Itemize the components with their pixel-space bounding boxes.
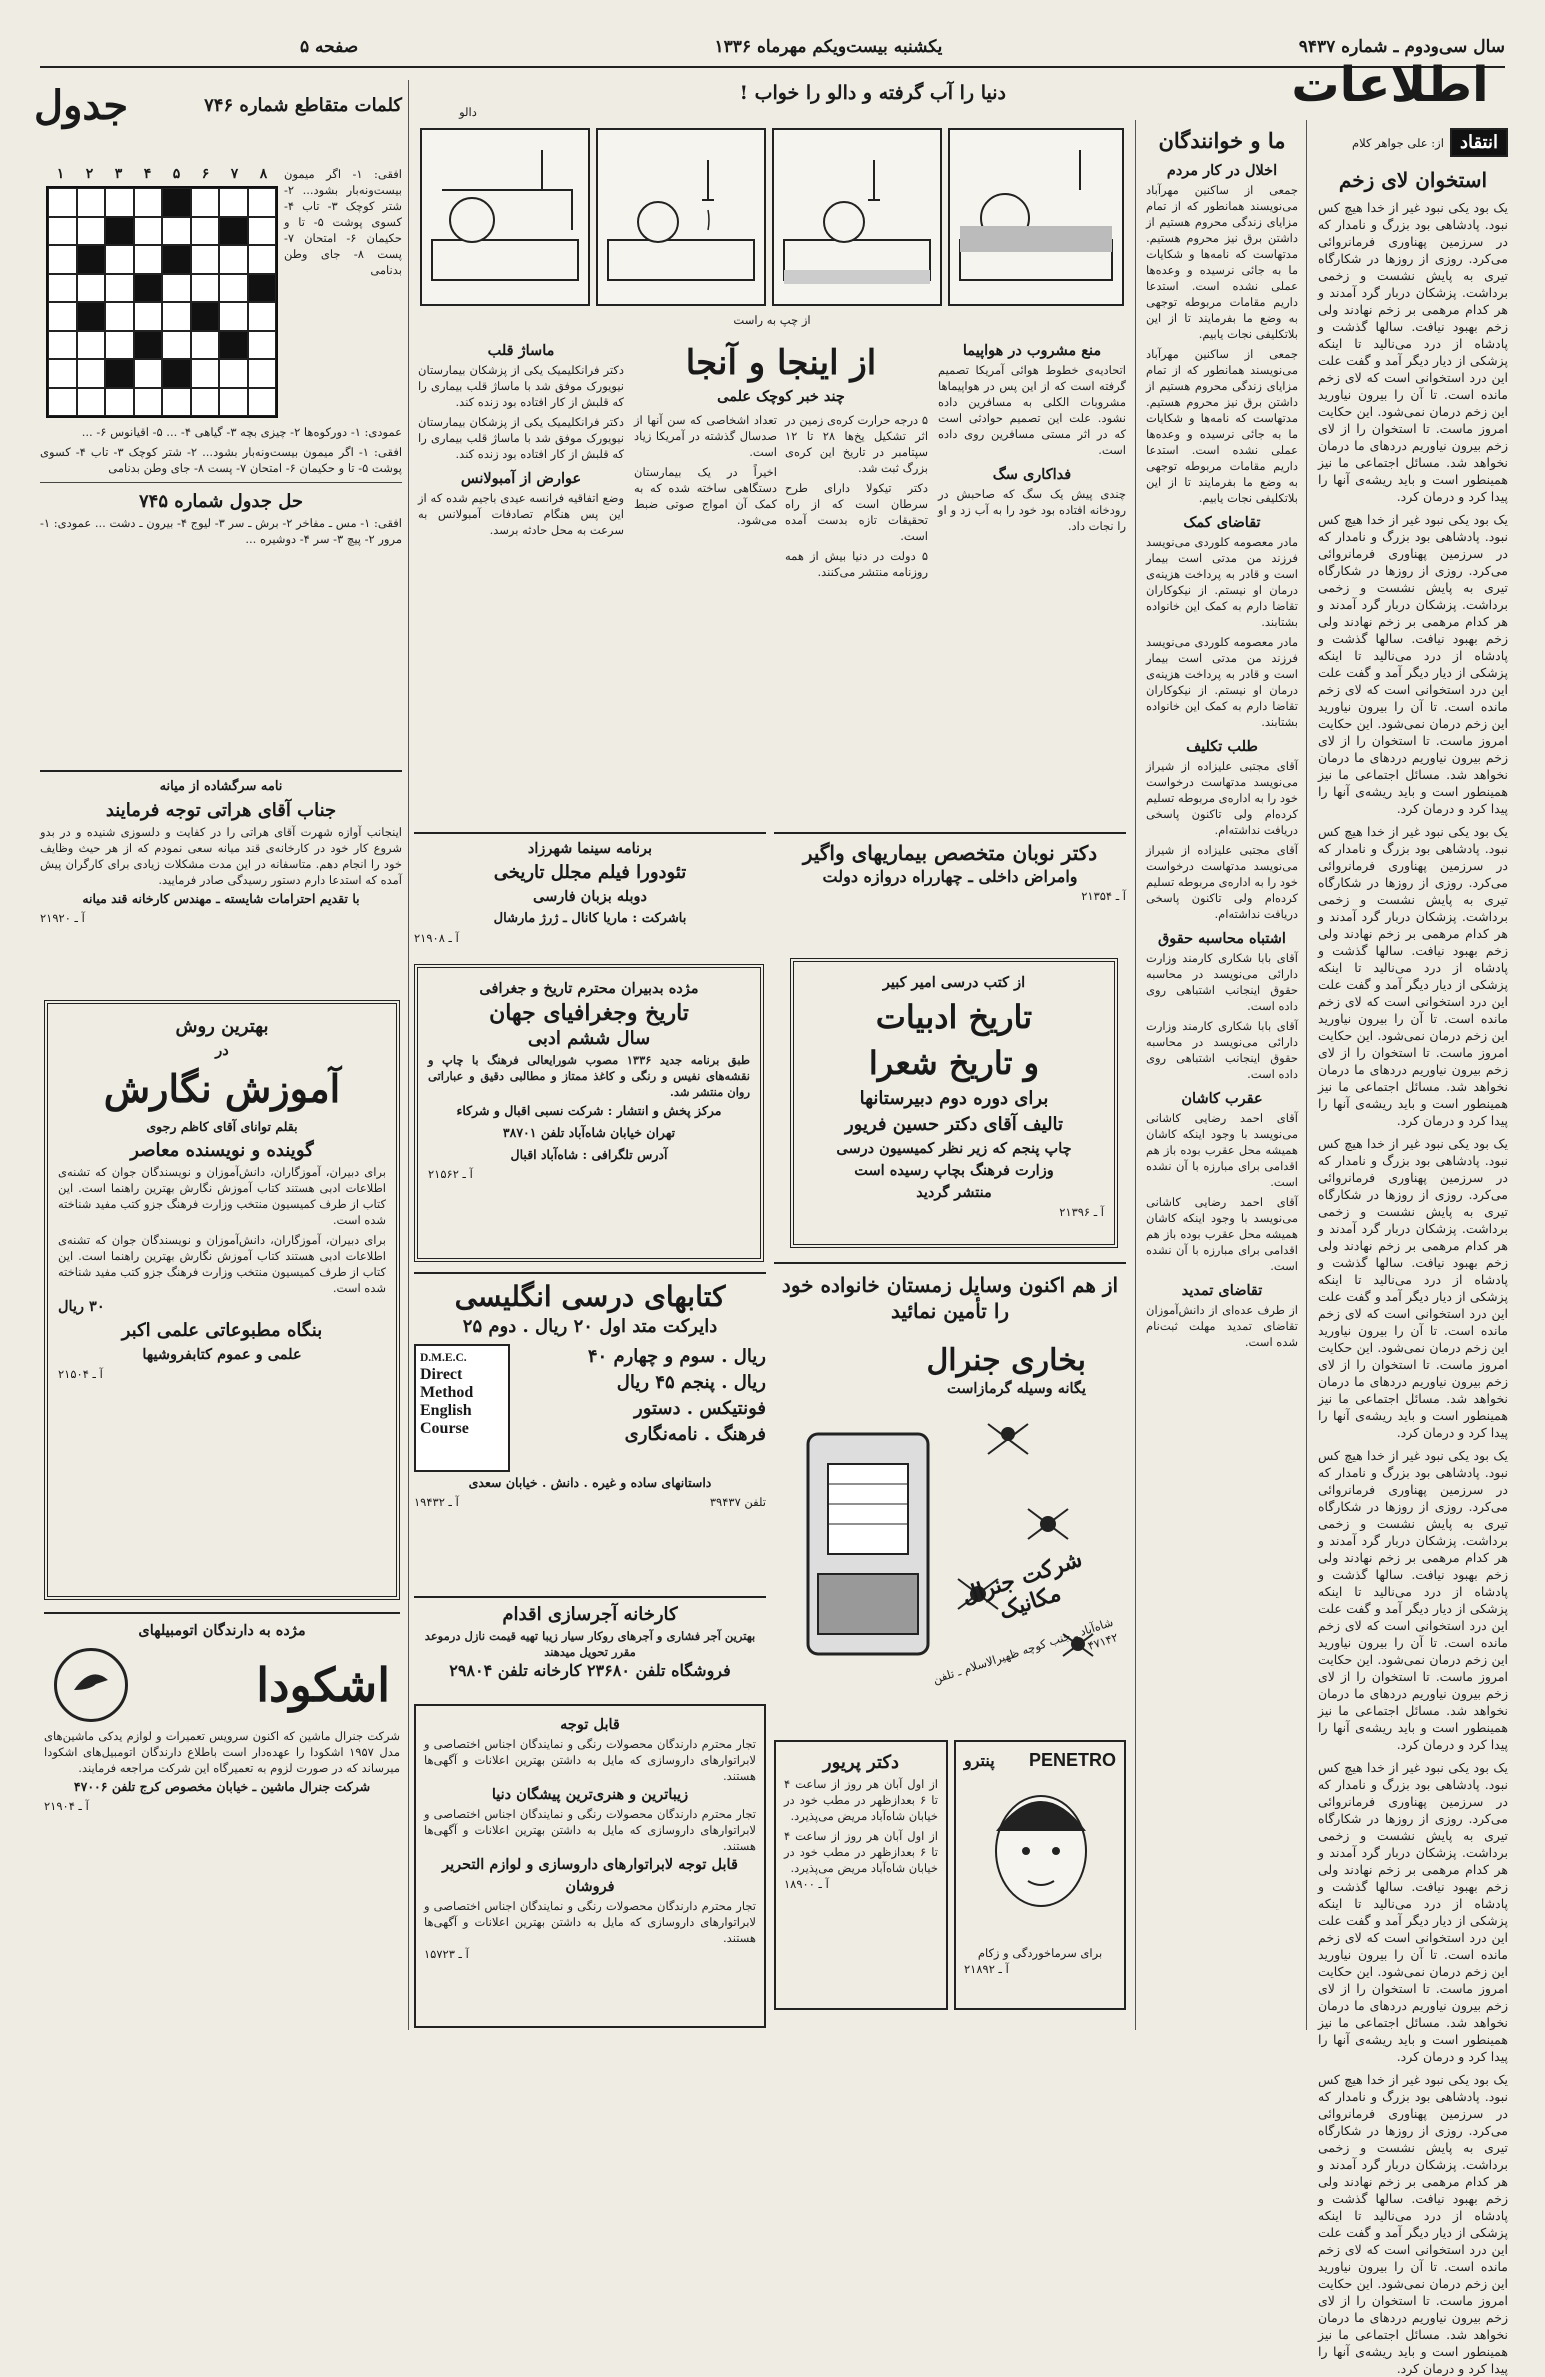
geo-sub: سال ششم ادبی	[527, 1028, 651, 1049]
plane-news	[938, 340, 1126, 820]
crossword-clues-across	[284, 166, 402, 422]
science-item: ۵ درجه حرارت کره‌ی زمین در اثر تشکیل یخ‌ها ۲۸ تا ۱۲ سپتامبر در تاریخ این کره‌ی بزرگ ثبت شد.	[785, 413, 929, 475]
ad-price: ۳۰ ریال	[58, 1298, 105, 1315]
critique-text-cont: یک بود یکی نبود غیر از خدا هیچ کس نبود. پادشاهی بود بزرگ و نامدار که در سرزمین پهناوری فرمانروائی می‌کرد. روزی از روزها در شکارگاه تیری به پایش نشست و زخمی برداشت. پزشکان دربار گرد آمدند و هر کدام مرهمی بر زخم نهادند ولی زخم بهبود نیافت. سالها گذشت و پادشاه از درد می‌نالید تا اینکه پزشکی از دیار دیگر آمد و گفت علت این درد استخوانی است که لای زخم مانده است. تا آن را بیرون نیاورید این زخم درمان نمی‌شود. این حکایت امروز ماست. تا استخوان را از لای زخم بیرون نیاوریم دردهای ما درمان نخواهد شد. مسائل اجتماعی ما نیز همینطور است و باید ریشه‌ی آنها را پیدا کرد و درمان کرد.	[1318, 1448, 1508, 1752]
crossword-num: ۸	[259, 166, 268, 182]
crossword-cell[interactable]	[105, 245, 134, 274]
notice-title: قابل توجه	[560, 1716, 620, 1733]
crossword-cell[interactable]	[248, 188, 277, 217]
crossword-cell[interactable]	[248, 359, 277, 388]
book-word: Direct	[420, 1366, 463, 1383]
heart-news	[418, 340, 624, 820]
geo-tel: آدرس تلگرافی : شاه‌آباد اقبال	[510, 1147, 668, 1162]
lit-top: از کتب درسی امیر کبیر	[882, 974, 1026, 991]
crossword-cell[interactable]	[48, 359, 77, 388]
crossword-subtitle: کلمات متقاطع شماره ۷۴۶	[204, 95, 402, 116]
crossword-cell[interactable]	[48, 217, 77, 246]
book-word: English	[420, 1402, 472, 1419]
lit-approve: چاپ پنجم که زیر نظر کمیسیون درسی	[836, 1140, 1072, 1157]
crossword-num: ۷	[230, 166, 239, 182]
crossword-cell[interactable]	[77, 359, 106, 388]
crossword-cell-black	[248, 274, 277, 303]
doctor-pariur-ad	[774, 1740, 948, 2010]
lit-author: تالیف آقای دکتر حسین فریور	[844, 1114, 1064, 1135]
readers-subtitle: اشتباه محاسبه حقوق	[1158, 930, 1286, 947]
ad-publisher: بنگاه مطبوعاتی علمی اکبر	[121, 1320, 323, 1341]
english-line: دایرکت متد اول ۲۰ ریال . دوم ۲۵	[462, 1316, 718, 1337]
heart-subtitle: عوارض از آمبولانس	[460, 470, 582, 487]
crossword-cell[interactable]	[248, 302, 277, 331]
bricks-ad	[414, 1596, 766, 1692]
divider	[40, 482, 402, 483]
penetro-code: آ ـ ۲۱۸۹۲	[964, 1962, 1009, 1976]
crossword-cell[interactable]	[191, 217, 220, 246]
english-book-cover	[414, 1344, 510, 1472]
crossword-cell[interactable]	[219, 359, 248, 388]
crossword-cell[interactable]	[105, 188, 134, 217]
crossword-cell[interactable]	[134, 388, 163, 417]
general-slogan: یگانه وسیله گرمازاست	[947, 1380, 1086, 1397]
masthead-logo: اطلاعات	[1291, 57, 1489, 113]
readers-text: جمعی از ساکنین مهرآباد می‌نویسند همانطور که از تمام مزایای زندگی محروم هستیم از داشتن برق نیز محروم هستیم. مدتهاست که نامه‌ها و شکایات ما به جائی نرسیده و وعده‌ها عملی نشده است. استدعا داریم مقامات مربوطه توجهی به وضع ما بفرمایند تا از این بلاتکلیفی نجات یابیم.	[1146, 347, 1298, 505]
notice-ad	[414, 1704, 766, 2028]
crossword-cell[interactable]	[134, 245, 163, 274]
crossword-num: ۵	[172, 166, 181, 182]
comic-bed-drawing	[950, 130, 1122, 304]
crossword-cell-black	[105, 217, 134, 246]
solution-text: افقی: ۱- مس ـ مفاخر ۲- برش ـ سر ۳- لیوج ۴- بیرون ـ دشت ... عمودی: ۱- مرور ۲- پیچ ۳- سر ۴- دوشیره ...	[40, 516, 402, 546]
lit-title: تاریخ ادبیات	[875, 998, 1033, 1036]
book-word: Method	[420, 1384, 474, 1401]
bricks-text: بهترین آجر فشاری و آجرهای روکار سیار زیبا تهیه قیمت نازل درموعد مقرر تحویل میدهند	[424, 1629, 756, 1659]
general-company: شرکت جنرال مکانیک	[958, 1545, 1086, 1625]
doctor-title: دکتر نوبان متخصص بیماریهای واگیر	[802, 841, 1098, 865]
cinema-code: آ ـ ۲۱۹۰۸	[414, 931, 459, 945]
critique-text-cont: یک بود یکی نبود غیر از خدا هیچ کس نبود. پادشاهی بود بزرگ و نامدار که در سرزمین پهناوری فرمانروائی می‌کرد. روزی از روزها در شکارگاه تیری به پایش نشست و زخمی برداشت. پزشکان دربار گرد آمدند و هر کدام مرهمی بر زخم نهادند ولی زخم بهبود نیافت. سالها گذشت و پادشاه از درد می‌نالید تا اینکه پزشکی از دیار دیگر آمد و گفت علت این درد استخوانی است که لای زخم مانده است. تا آن را بیرون نیاورید این زخم درمان نمی‌شود. این حکایت امروز ماست. تا استخوان را از لای زخم بیرون نیاوریم دردهای ما درمان نخواهد شد. مسائل اجتماعی ما نیز همینطور است و باید ریشه‌ی آنها را پیدا کرد و درمان کرد.	[1318, 1760, 1508, 2064]
readers-text: مادر معصومه کلوردی می‌نویسد فرزند من مدتی است بیمار است و قادر به پرداخت هزینه‌ی درمان او نیستم. از نیکوکاران تقاضا دارم به کمک این خانواده بشتابند.	[1146, 535, 1298, 629]
crossword-cell[interactable]	[162, 331, 191, 360]
readers-subtitle: طلب تکلیف	[1186, 738, 1258, 755]
skoda-ad	[44, 1612, 400, 2028]
geo-title: تاریخ وجغرافیای جهان	[489, 1000, 689, 1026]
comic-panel-2	[596, 128, 766, 306]
crossword-column-numbers	[46, 166, 278, 182]
crossword-cell-black	[134, 274, 163, 303]
cinema-title: تئودورا فیلم مجلل تاریخی	[493, 862, 687, 883]
lit-code: آ ـ ۲۱۳۹۶	[1059, 1205, 1104, 1219]
bricks-phone: فروشگاه تلفن ۲۳۶۸۰ کارخانه تلفن ۲۹۸۰۴	[449, 1661, 731, 1680]
ad-code: آ ـ ۲۱۵۰۴	[58, 1367, 103, 1381]
crossword-cell[interactable]	[77, 388, 106, 417]
notice-text: تجار محترم دارندگان محصولات رنگی و نمایندگان اجناس اختصاصی و لابراتوارهای داروسازی که مایل به داشتن بهترین اعلانات و آگهی‌ها هستند.	[424, 1737, 756, 1783]
geography-book-ad	[414, 964, 764, 1262]
plane-text: اتحادیه‌ی خطوط هوائی آمریکا تصمیم گرفته است که از این پس در هواپیماها مشروبات الکلی به مسافرین داده نشود. علت این تصمیم حوادثی است که در اثر مستی مسافرین روی داده است.	[938, 363, 1126, 457]
heart-title: ماساژ قلب	[487, 342, 555, 359]
crossword-cell[interactable]	[48, 302, 77, 331]
book-dmec: D.M.E.C.	[420, 1352, 467, 1364]
pariur-text: از اول آبان هر روز از ساعت ۴ تا ۶ بعدازظهر در مطب خود در خیابان شاه‌آباد مریض می‌پذیرد.	[784, 1777, 938, 1823]
readers-text: مادر معصومه کلوردی می‌نویسد فرزند من مدتی است بیمار است و قادر به پرداخت هزینه‌ی درمان او نیستم. از نیکوکاران تقاضا دارم به کمک این خانواده بشتابند.	[1146, 635, 1298, 729]
letter-text: اینجانب آوازه شهرت آقای هراتی را در کفایت و دلسوزی شنیده و در بدو شروع کار خود در کارخانه‌ی قند میانه سعی نمودم که از هر حیث وظایف خود را انجام دهم. متاسفانه در این مدت مشکلات زیادی برای کارگران پیش آمده که استدعا دارم دستور رسیدگی صادر فرمایید.	[40, 825, 402, 887]
english-line: ریال . پنجم ۴۵ ریال	[616, 1372, 766, 1393]
crossword-cell[interactable]	[105, 302, 134, 331]
notice-text-3: تجار محترم دارندگان محصولات رنگی و نمایندگان اجناس اختصاصی و لابراتوارهای داروسازی که مایل به داشتن بهترین اعلانات و آگهی‌ها هستند.	[424, 1899, 756, 1945]
english-code: آ ـ ۱۹۴۳۲	[414, 1495, 459, 1509]
critique-byline: از: علی جواهر کلام	[1351, 135, 1444, 150]
doctor-sub: وامراض داخلی ـ چهارراه دروازه دولت	[822, 867, 1078, 886]
crossword-cell[interactable]	[162, 302, 191, 331]
ad-publisher-sub: علمی و عموم کتابفروشیها	[142, 1346, 302, 1363]
crossword-cell[interactable]	[134, 217, 163, 246]
science-item: دکتر تیکولا دارای طرح سرطان است که از راه تحقیقات تازه بدست آمده است.	[785, 481, 928, 543]
science-subtitle: چند خبر کوچک علمی	[717, 388, 845, 405]
english-line: ریال . سوم و چهارم ۴۰	[587, 1346, 766, 1367]
solution-title: حل جدول شماره ۷۴۵	[138, 491, 303, 512]
geo-dist: مرکز پخش و انتشار : شرکت نسبی اقبال و شرکاء	[456, 1103, 722, 1118]
comic-caption: از چپ به راست	[733, 313, 811, 327]
pariur-code: آ ـ ۱۸۹۰۰	[784, 1877, 829, 1891]
geo-top: مژده بدبیران محترم تاریخ و جغرافی	[479, 980, 699, 997]
crossword-cell[interactable]	[105, 388, 134, 417]
crossword-title: جدول	[34, 82, 129, 129]
general-headline: از هم اکنون وسایل زمستان خانواده خود را تأمین نمائید	[781, 1273, 1119, 1323]
lit-title2: و تاریخ شعرا	[868, 1044, 1040, 1082]
science-item: ۵ دولت در دنیا بیش از همه روزنامه منتشر می‌کنند.	[785, 549, 928, 579]
geo-phone: تهران خیابان شاه‌آباد تلفن ۳۸۷۰۱	[502, 1125, 676, 1140]
readers-subtitle: تقاضای کمک	[1183, 514, 1261, 531]
crossword-num: ۲	[85, 166, 94, 182]
crossword-cell[interactable]	[191, 245, 220, 274]
readers-text: آقای مجتبی علیزاده از شیراز می‌نویسد مدتهاست درخواست خود را به اداره‌ی مربوطه تسلیم کرده‌ام ولی تاکنون پاسخی دریافت نداشته‌ام.	[1145, 759, 1298, 837]
lit-pub: منتشر گردید	[916, 1184, 992, 1201]
comic-bed-drawing	[422, 130, 588, 304]
english-line: فرهنگ . نامه‌نگاری	[624, 1424, 766, 1445]
notice-text-2: تجار محترم دارندگان محصولات رنگی و نمایندگان اجناس اختصاصی و لابراتوارهای داروسازی که مایل به داشتن بهترین اعلانات و آگهی‌ها هستند.	[424, 1807, 756, 1853]
crossword-cell[interactable]	[48, 331, 77, 360]
critique-column	[1318, 128, 1508, 2376]
comic-bed-drawing	[774, 130, 940, 304]
english-books-ad	[414, 1272, 766, 1586]
column-rule	[408, 80, 409, 2030]
skoda-logo	[54, 1648, 128, 1722]
readers-text: آقای بابا شکاری کارمند وزارت دارائی می‌نویسد در محاسبه حقوق اینجانب اشتباهی روی داده است.	[1146, 1019, 1298, 1081]
letter-title: نامه سرگشاده از میانه	[159, 779, 283, 794]
notice-bottom: قابل توجه لابراتوارهای داروسازی و لوازم التحریر فروشان	[442, 1856, 738, 1895]
crossword-cell[interactable]	[162, 274, 191, 303]
skoda-top: مژده به دارندگان اتومبیلهای	[138, 1622, 306, 1639]
plane-title: منع مشروب در هواپیما	[962, 342, 1102, 359]
literature-book-ad	[790, 958, 1118, 1248]
letter-signature: با تقدیم احترامات شایسته ـ مهندس کارخانه قند میانه	[82, 891, 360, 906]
general-product: بخاری جنرال	[926, 1343, 1086, 1378]
comic-panel-1	[420, 128, 590, 306]
critique-text: یک بود یکی نبود غیر از خدا هیچ کس نبود. پادشاهی بود بزرگ و نامدار که در سرزمین پهناوری فرمانروائی می‌کرد. روزی از روزها در شکارگاه تیری به پایش نشست و زخمی برداشت. پزشکان دربار گرد آمدند و هر کدام مرهمی بر زخم نهادند ولی زخم بهبود نیافت. سالها گذشت و پادشاه از درد می‌نالید تا اینکه پزشکی از دیار دیگر آمد و گفت علت این درد استخوانی است که لای زخم مانده است. تا آن را بیرون نیاورید این زخم درمان نمی‌شود. این حکایت امروز ماست. تا استخوان را از لای زخم بیرون نیاوریم دردهای ما درمان نخواهد شد. مسائل اجتماعی ما نیز همینطور است و باید ریشه‌ی آنها را پیدا کرد و درمان کرد.	[1318, 200, 1508, 504]
general-heater-ad	[774, 1262, 1126, 1722]
crossword-cell-black	[219, 217, 248, 246]
english-extra: داستانهای ساده و غیره . دانش . خیابان سعدی	[468, 1475, 712, 1490]
crossword-cell-black	[191, 302, 220, 331]
crossword-cell[interactable]	[105, 274, 134, 303]
penetro-fa: پنترو	[964, 1751, 995, 1770]
crossword-clues-down	[40, 424, 402, 624]
issue-date: یکشنبه بیست‌ویکم مهرماه ۱۳۳۶	[714, 37, 943, 57]
crossword-cell[interactable]	[134, 188, 163, 217]
crossword-cell[interactable]	[77, 188, 106, 217]
cinema-dub: دوبله بزبان فارسی	[533, 888, 647, 905]
science-title: از اینجا و آنجا	[685, 343, 877, 383]
comic-title: دنیا را آب گرفته و دالو را خواب !	[739, 82, 1006, 104]
crossword-cell[interactable]	[48, 188, 77, 217]
readers-subtitle: تقاضای تمدید	[1181, 1282, 1263, 1299]
ad-author: بقلم توانای آقای کاظم رجوی	[146, 1119, 298, 1134]
cinema-ad	[414, 832, 766, 960]
readers-text: جمعی از ساکنین مهرآباد می‌نویسند همانطور که از تمام مزایای زندگی محروم هستیم از داشتن برق نیز محروم هستیم. مدتهاست که نامه‌ها و شکایات ما به جائی نرسیده و وعده‌ها عملی نشده است. استدعا داریم مقامات مربوطه توجهی به وضع ما بفرمایند تا از این بلاتکلیفی نجات یابیم.	[1146, 183, 1298, 341]
cinema-top: برنامه سینما شهرزاد	[527, 840, 653, 857]
comic-panel-3	[772, 128, 942, 306]
penetro-brand: PENETRO	[1028, 1750, 1116, 1770]
geo-code: آ ـ ۲۱۵۶۲	[428, 1167, 473, 1181]
crossword-cell[interactable]	[248, 388, 277, 417]
ad-text: برای دبیران، آموزگاران، دانش‌آموزان و نویسندگان جوان که تشنه‌ی اطلاعات ادبی هستند کتاب آموزش نگارش بهترین راهنما است. این کتاب از طرف کمیسیون منتخب وزارت فرهنگ جزو کتب مفید شناخته شده است.	[58, 1165, 386, 1227]
crossword-cell[interactable]	[77, 331, 106, 360]
heart-text-cont: دکتر فرانکلیمیک یکی از پزشکان بیمارستان نیویورک موفق شد با ماساژ قلب بیماری را که قلبش از کار افتاده بود زنده کند.	[418, 415, 624, 461]
critique-label: انتقاد	[1450, 128, 1508, 157]
pariur-text-2: از اول آبان هر روز از ساعت ۴ تا ۶ بعدازظهر در مطب خود در خیابان شاه‌آباد مریض می‌پذیرد.	[784, 1829, 938, 1875]
doctor-code: آ ـ ۲۱۳۵۴	[1081, 889, 1126, 903]
crossword-cell[interactable]	[162, 217, 191, 246]
heart-subtext: وضع اتفاقیه فرانسه عیدی باجیم شده که از این پس هنگام تصادفات آمبولانس به سرعت به محل حادثه برسد.	[418, 491, 624, 537]
crossword-num: ۱	[56, 166, 65, 182]
geo-text: طبق برنامه جدید ۱۳۳۶ مصوب شورایعالی فرهنگ با چاپ و نقشه‌های نفیس و رنگی و کاغذ ممتاز و مطالبی دقیق و عباراتی روان منتشر شد.	[428, 1053, 750, 1099]
notice-mid: زیباترین و هنری‌ترین پیشگان دنیا	[491, 1786, 689, 1803]
crossword-num: ۴	[143, 166, 152, 182]
crossword-cell[interactable]	[77, 274, 106, 303]
english-line: فونتیکس . دستور	[634, 1398, 766, 1419]
crossword-cell-black	[162, 188, 191, 217]
crossword-cell[interactable]	[48, 388, 77, 417]
bricks-title: کارخانه آجرسازی اقدام	[502, 1604, 678, 1625]
crossword-cell[interactable]	[48, 245, 77, 274]
plane-subtitle: فداکاری سگ	[992, 466, 1072, 483]
critique-title: استخوان لای زخم	[1338, 168, 1488, 192]
crossword-cell-black	[162, 359, 191, 388]
crossword-cell[interactable]	[248, 217, 277, 246]
crossword-cell[interactable]	[219, 188, 248, 217]
english-title: کتابهای درسی انگلیسی	[454, 1280, 726, 1313]
book-word: Course	[420, 1420, 469, 1437]
crossword-clue-text: عمودی: ۱- دورکوه‌ها ۲- چیزی بچه ۳- گیاهی ۴- ... ۵- اقیانوس ۶- ...	[81, 425, 402, 439]
ad-line: بهترین روش	[175, 1016, 269, 1037]
comic-panel-4	[948, 128, 1124, 306]
readers-text: آقای احمد رضایی کاشانی می‌نویسد با وجود اینکه کاشان همیشه محل عقرب بوده باز هم اقدامی برای مبارزه با آن نشده است.	[1146, 1195, 1298, 1273]
critique-text-cont: یک بود یکی نبود غیر از خدا هیچ کس نبود. پادشاهی بود بزرگ و نامدار که در سرزمین پهناوری فرمانروائی می‌کرد. روزی از روزها در شکارگاه تیری به پایش نشست و زخمی برداشت. پزشکان دربار گرد آمدند و هر کدام مرهمی بر زخم نهادند ولی زخم بهبود نیافت. سالها گذشت و پادشاه از درد می‌نالید تا اینکه پزشکی از دیار دیگر آمد و گفت علت این درد استخوانی است که لای زخم مانده است. تا آن را بیرون نیاورید این زخم درمان نمی‌شود. این حکایت امروز ماست. تا استخوان را از لای زخم بیرون نیاوریم دردهای ما درمان نخواهد شد. مسائل اجتماعی ما نیز همینطور است و باید ریشه‌ی آنها را پیدا کرد و درمان کرد.	[1318, 1136, 1508, 1440]
doctor-ad	[774, 832, 1126, 952]
crossword-cell[interactable]	[219, 274, 248, 303]
crossword-cell[interactable]	[248, 245, 277, 274]
cinema-cast: باشرکت : ماریا کانال ـ ژرژ مارشال	[493, 911, 687, 926]
crossword-num: ۳	[114, 166, 123, 182]
readers-column	[1146, 128, 1298, 2018]
crossword-cell-black	[134, 331, 163, 360]
crossword-cell[interactable]	[191, 359, 220, 388]
skoda-code: آ ـ ۲۱۹۰۴	[44, 1799, 89, 1813]
issue-number: سال سی‌ودوم ـ شماره ۹۴۳۷	[1298, 37, 1505, 57]
crossword-cell[interactable]	[191, 274, 220, 303]
ad-text: برای دبیران، آموزگاران، دانش‌آموزان و نویسندگان جوان که تشنه‌ی اطلاعات ادبی هستند کتاب آموزش نگارش بهترین راهنما است. این کتاب از طرف کمیسیون منتخب وزارت فرهنگ جزو کتب مفید شناخته شده است.	[58, 1233, 386, 1295]
crossword-cell[interactable]	[105, 331, 134, 360]
column-rule	[1135, 120, 1136, 2030]
crossword-cell[interactable]	[77, 217, 106, 246]
heart-text: دکتر فرانکلیمیک یکی از پزشکان بیمارستان نیویورک موفق شد با ماساژ قلب بیماری را که قلبش از کار افتاده بود زنده کند.	[418, 363, 624, 409]
readers-title: ما و خوانندگان	[1158, 128, 1286, 153]
crossword-cell[interactable]	[219, 302, 248, 331]
crossword-grid	[46, 186, 278, 418]
comic-bed-drawing	[598, 130, 764, 304]
crossword-cell[interactable]	[162, 388, 191, 417]
ad-tag: گوینده و نویسنده معاصر	[130, 1140, 314, 1161]
readers-text: آقای احمد رضایی کاشانی می‌نویسد با وجود اینکه کاشان همیشه محل عقرب بوده باز هم اقدامی برای مبارزه با آن نشده است.	[1146, 1111, 1298, 1189]
pariur-title: دکتر پریور	[822, 1752, 900, 1773]
penetro-ad	[954, 1740, 1126, 2010]
science-item: اخیراً در یک بیمارستان دستگاهی ساخته شده که به کمک آن امواج صوتی ضبط می‌شود.	[634, 465, 777, 527]
crossword-cell-black	[77, 245, 106, 274]
science-item: تعداد اشخاصی که سن آنها از صدسال گذشته در آمریکا زیاد است.	[634, 413, 777, 459]
crossword-cell[interactable]	[219, 388, 248, 417]
crossword-cell-black	[162, 245, 191, 274]
crossword-cell-black	[219, 331, 248, 360]
notice-code: آ ـ ۱۵۷۲۳	[424, 1947, 469, 1961]
skoda-brand: اشکودا	[256, 1658, 390, 1712]
skoda-arrow-icon	[66, 1660, 116, 1710]
letter-code: آ ـ ۲۱۹۲۰	[40, 911, 85, 925]
crossword-cell-black	[105, 359, 134, 388]
crossword-cell[interactable]	[48, 274, 77, 303]
readers-text: از طرف عده‌ای از دانش‌آموزان تقاضای تمدید مهلت ثبت‌نام شده است.	[1146, 1303, 1298, 1349]
crossword-cell[interactable]	[191, 388, 220, 417]
critique-text-cont: یک بود یکی نبود غیر از خدا هیچ کس نبود. پادشاهی بود بزرگ و نامدار که در سرزمین پهناوری فرمانروائی می‌کرد. روزی از روزها در شکارگاه تیری به پایش نشست و زخمی برداشت. پزشکان دربار گرد آمدند و هر کدام مرهمی بر زخم نهادند ولی زخم بهبود نیافت. سالها گذشت و پادشاه از درد می‌نالید تا اینکه پزشکی از دیار دیگر آمد و گفت علت این درد استخوانی است که لای زخم مانده است. تا آن را بیرون نیاورید این زخم درمان نمی‌شود. این حکایت امروز ماست. تا استخوان را از لای زخم بیرون نیاوریم دردهای ما درمان نخواهد شد. مسائل اجتماعی ما نیز همینطور است و باید ریشه‌ی آنها را پیدا کرد و درمان کرد.	[1318, 2072, 1508, 2376]
crossword-num: ۶	[201, 166, 210, 182]
ad-title: آموزش نگارش	[103, 1066, 341, 1111]
plane-subtext: چندی پیش یک سگ که صاحبش در رودخانه افتاده بود خود را به آب زد و او را نجات داد.	[938, 487, 1126, 533]
crossword-cell[interactable]	[191, 331, 220, 360]
crossword-cell[interactable]	[134, 302, 163, 331]
readers-text: آقای بابا شکاری کارمند وزارت دارائی می‌نویسد در محاسبه حقوق اینجانب اشتباهی روی داده است.	[1146, 951, 1298, 1013]
readers-text: آقای مجتبی علیزاده از شیراز می‌نویسد مدتهاست درخواست خود را به اداره‌ی مربوطه تسلیم کرده‌ام ولی تاکنون پاسخی دریافت نداشته‌ام.	[1145, 843, 1298, 921]
ad-line: در	[215, 1042, 229, 1059]
general-addr: شاه‌آباد ـ جنب کوچه ظهیرالاسلام ـ تلفن ۴۷۱۴۲	[931, 1614, 1120, 1687]
penetro-text: برای سرماخوردگی و زکام	[977, 1946, 1103, 1960]
crossword-clue-text: افقی: ۱- اگر میمون بیست‌ونه‌بار بشود... ۲- شتر کوچک ۳- تاب ۴- کسوی پوشت ۵- تا و حکیمان ۶- امتحان ۷- پست ۸- جای وطن بدنامی	[40, 445, 403, 475]
penetro-face-illustration	[956, 1771, 1116, 1941]
crossword-cell-black	[77, 302, 106, 331]
lit-approve2: وزارت فرهنگ بچاپ رسیده است	[854, 1162, 1054, 1179]
english-phone: تلفن ۳۹۴۳۷	[709, 1495, 766, 1509]
critique-text-cont: یک بود یکی نبود غیر از خدا هیچ کس نبود. پادشاهی بود بزرگ و نامدار که در سرزمین پهناوری فرمانروائی می‌کرد. روزی از روزها در شکارگاه تیری به پایش نشست و زخمی برداشت. پزشکان دربار گرد آمدند و هر کدام مرهمی بر زخم نهادند ولی زخم بهبود نیافت. سالها گذشت و پادشاه از درد می‌نالید تا اینکه پزشکی از دیار دیگر آمد و گفت علت این درد استخوانی است که لای زخم مانده است. تا آن را بیرون نیاورید این زخم درمان نمی‌شود. این حکایت امروز ماست. تا استخوان را از لای زخم بیرون نیاوریم دردهای ما درمان نخواهد شد. مسائل اجتماعی ما نیز همینطور است و باید ریشه‌ی آنها را پیدا کرد و درمان کرد.	[1318, 512, 1508, 816]
crossword-cell[interactable]	[191, 188, 220, 217]
readers-subtitle: عقرب کاشان	[1181, 1090, 1263, 1107]
column-rule	[1306, 120, 1307, 2030]
skoda-text: شرکت جنرال ماشین که اکنون سرویس تعمیرات و لوازم یدکی ماشین‌های مدل ۱۹۵۷ اشکودا را عهده‌دار است باطلاع دارندگان اتومبیل‌های اشکودا میرساند که در صورت لزوم به تعمیرگاه این شرکت مراجعه فرمایند.	[44, 1729, 400, 1775]
letter-headline: جناب آقای هراتی توجه فرمایند	[105, 800, 337, 821]
page-number: صفحه ۵	[300, 37, 359, 57]
readers-subtitle: اخلال در کار مردم	[1166, 162, 1278, 179]
skoda-addr: شرکت جنرال ماشین ـ خیابان مخصوص کرج تلفن ۴۷۰۰۶	[73, 1779, 371, 1794]
lit-for: برای دوره دوم دبیرستانها	[859, 1088, 1049, 1109]
science-news	[634, 340, 928, 820]
crossword-clue-text: افقی: ۱- اگر میمون بیست‌ونه‌بار بشود... ۲- شتر کوچک ۳- تاب ۴- کسوی پوشت ۵- تا و حکیمان ۶- امتحان ۷- پست ۸- جای وطن بدنامی	[284, 167, 402, 277]
open-letter	[40, 770, 402, 994]
crossword-cell[interactable]	[134, 359, 163, 388]
writing-book-ad	[44, 1000, 400, 1600]
crossword-cell[interactable]	[248, 331, 277, 360]
comic-signature: دالو	[459, 105, 477, 119]
crossword-cell[interactable]	[219, 245, 248, 274]
critique-text-cont: یک بود یکی نبود غیر از خدا هیچ کس نبود. پادشاهی بود بزرگ و نامدار که در سرزمین پهناوری فرمانروائی می‌کرد. روزی از روزها در شکارگاه تیری به پایش نشست و زخمی برداشت. پزشکان دربار گرد آمدند و هر کدام مرهمی بر زخم نهادند ولی زخم بهبود نیافت. سالها گذشت و پادشاه از درد می‌نالید تا اینکه پزشکی از دیار دیگر آمد و گفت علت این درد استخوانی است که لای زخم مانده است. تا آن را بیرون نیاورید این زخم درمان نمی‌شود. این حکایت امروز ماست. تا استخوان را از لای زخم بیرون نیاوریم دردهای ما درمان نخواهد شد. مسائل اجتماعی ما نیز همینطور است و باید ریشه‌ی آنها را پیدا کرد و درمان کرد.	[1318, 824, 1508, 1128]
